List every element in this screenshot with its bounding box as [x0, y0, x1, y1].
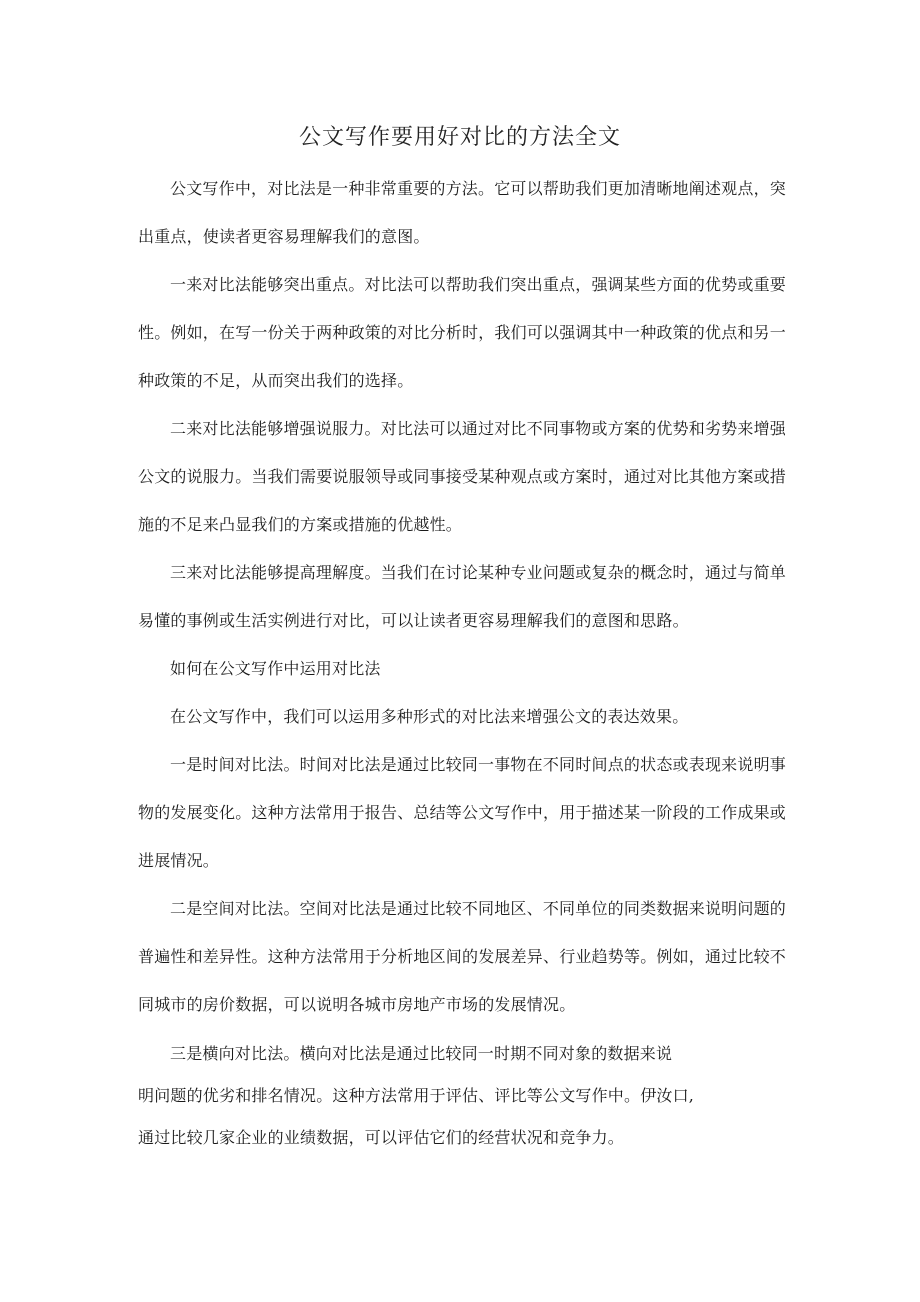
- paragraph-line: 明问题的优劣和排名情况。这种方法常用于评估、评比等公文写作中。伊汝口,: [138, 1086, 695, 1105]
- paragraph-point-2: 二来对比法能够增强说服力。对比法可以通过对比不同事物或方案的优势和劣势来增强公文的说服力。当我们需要说服领导或同事接受某种观点或方案时，通过对比其他方案或措施的不足来凸显我们的方案或措施的优越性。: [138, 419, 787, 534]
- paragraph-horizontal-comparison: [138, 1033, 786, 1159]
- document-title: 公文写作要用好对比的方法全文: [298, 125, 621, 150]
- paragraph-point-1: 一来对比法能够突出重点。对比法可以帮助我们突出重点，强调某些方面的优势或重要性。例如，在写一份关于两种政策的对比分析时，我们可以强调其中一种政策的优点和另一种政策的不足，从而突出我们的选择。: [138, 275, 787, 390]
- section-heading: 如何在公文写作中运用对比法: [170, 659, 381, 678]
- paragraph-intro: 公文写作中，对比法是一种非常重要的方法。它可以帮助我们更加清晰地阐述观点，突出重点，使读者更容易理解我们的意图。: [138, 179, 786, 246]
- paragraph-line: 三是横向对比法。横向对比法是通过比较同一时期不同对象的数据来说: [170, 1044, 673, 1063]
- paragraph-point-3: 三来对比法能够提高理解度。当我们在讨论某种专业问题或复杂的概念时，通过与简单易懂的事例或生活实例进行对比，可以让读者更容易理解我们的意图和思路。: [138, 563, 786, 630]
- paragraph-method-intro: 在公文写作中，我们可以运用多种形式的对比法来增强公文的表达效果。: [170, 707, 689, 726]
- paragraph-line: 通过比较几家企业的业绩数据，可以评估它们的经营状况和竞争力。: [138, 1128, 625, 1147]
- paragraph-space-comparison: 二是空间对比法。空间对比法是通过比较不同地区、不同单位的同类数据来说明问题的普遍性和差异性。这种方法常用于分析地区间的发展差异、行业趋势等。例如，通过比较不同城市的房价数据，可以说明各城市房地产市场的发展情况。: [138, 899, 787, 1014]
- document-body: [138, 165, 786, 1159]
- paragraph-time-comparison: 一是时间对比法。时间对比法是通过比较同一事物在不同时间点的状态或表现来说明事物的发展变化。这种方法常用于报告、总结等公文写作中，用于描述某一阶段的工作成果或进展情况。: [138, 755, 787, 870]
